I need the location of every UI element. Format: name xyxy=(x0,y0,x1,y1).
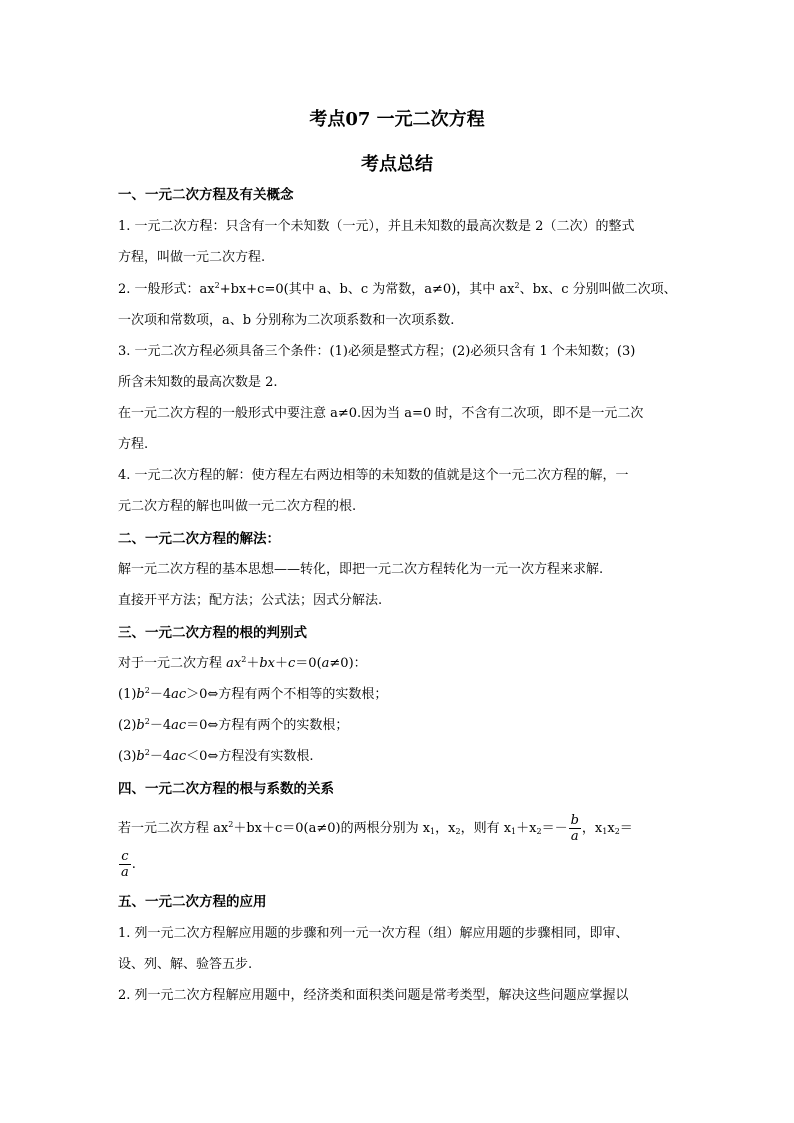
s2-line1: 解一元二次方程的基本思想——转化，即把一元二次方程转化为一元一次方程来求解. xyxy=(118,562,604,577)
section-2-heading: 二、一元二次方程的解法： xyxy=(118,531,280,547)
s5-item1-line2: 设、列、解、验答五步. xyxy=(118,957,253,972)
section-4-heading: 四、一元二次方程的根与系数的关系 xyxy=(118,781,334,797)
s1-item3-line1: 3. 一元二次方程必须具备三个条件：(1)必须是整式方程；(2)必须只含有 1 个未知数；(3) xyxy=(118,344,636,359)
document-title: 考点07 一元二次方程 xyxy=(309,109,485,130)
s5-item1-line1: 1. 列一元二次方程解应用题的步骤和列一元一次方程（组）解应用题的步骤相同，即审、 xyxy=(118,926,629,941)
section-1-heading: 一、一元二次方程及有关概念 xyxy=(118,187,294,203)
s1-item1-line2: 方程，叫做一元二次方程. xyxy=(118,250,266,265)
section-3-heading: 三、一元二次方程的根的判别式 xyxy=(118,625,307,641)
s4-vieta-line2: $\frac{c}{a}$ . xyxy=(121,849,136,880)
s3-case-2: $(2)b^2-4ac=0\Leftrightarrow$方程有两个的实数根； xyxy=(118,717,349,733)
s2-line2: 直接开平方法；配方法；公式法；因式分解法. xyxy=(118,593,383,608)
s1-item4-line1: 4. 一元二次方程的解：使方程左右两边相等的未知数的值就是这个一元二次方程的解，一 xyxy=(118,468,629,483)
s1-item2-line1: 2. 一般形式：$ax^2+bx+c=0$(其中 a、b、c 为常数，a≠0)，其中 $ax^2$、bx、c 分别叫做二次项、 xyxy=(118,281,677,297)
s3-case-3: $(3)b^2-4ac<0\Leftrightarrow$方程没有实数根. xyxy=(118,748,314,764)
document-subtitle: 考点总结 xyxy=(361,154,433,175)
s1-item4-line2: 元二次方程的解也叫做一元二次方程的根. xyxy=(118,499,357,514)
s3-intro: 对于一元二次方程 $ax^2+bx+c=0(a\ne 0)$： xyxy=(118,655,367,671)
fraction-b-over-a: $\frac{b}{a}$ xyxy=(570,813,579,844)
section-5-heading: 五、一元二次方程的应用 xyxy=(118,894,267,910)
s5-item2-line1: 2. 列一元二次方程解应用题中，经济类和面积类问题是常考类型，解决这些问题应掌握以 xyxy=(118,988,629,1003)
s1-item3-line4: 方程. xyxy=(118,437,149,452)
fraction-c-over-a: $\frac{c}{a}$ xyxy=(121,849,129,880)
s1-item3-line3: 在一元二次方程的一般形式中要注意 a≠0.因为当 a=0 时，不含有二次项，即不是一元二次 xyxy=(118,406,644,421)
s1-item2-line2: 一次项和常数项，a、b 分别称为二次项系数和一次项系数. xyxy=(118,313,455,328)
s1-item1-line1: 1. 一元二次方程：只含有一个未知数（一元），并且未知数的最高次数是 2（二次）的整式 xyxy=(118,219,635,234)
s1-item3-line2: 所含未知数的最高次数是 2. xyxy=(118,375,278,390)
s3-case-1: $(1)b^2-4ac>0\Leftrightarrow$方程有两个不相等的实数根； xyxy=(118,686,388,702)
s4-vieta-line1: 若一元二次方程 $ax^2+bx+c=0(a\ne 0)$的两根分别为 $x_1$，$x_2$，则有 $x_1+x_2=-$ $\frac{b}{a}$ ，$x_1x_2=$ xyxy=(118,813,633,844)
